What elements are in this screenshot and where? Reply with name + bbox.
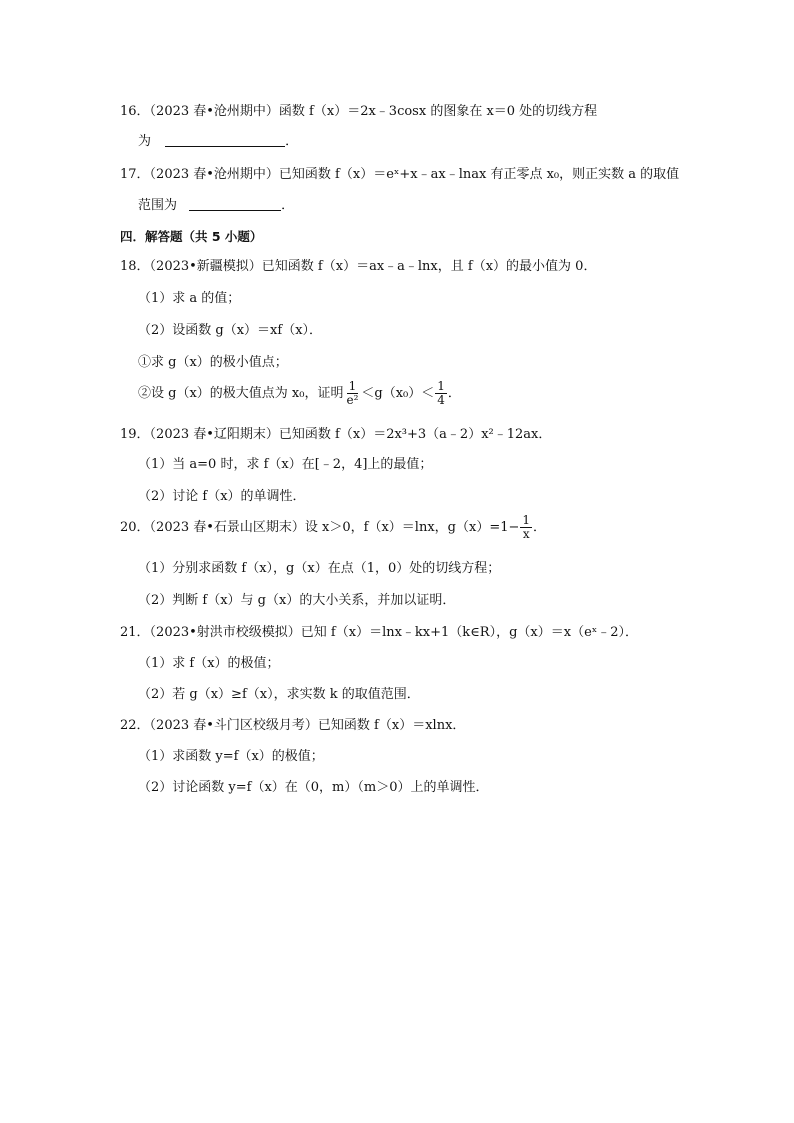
frac-num: 1 bbox=[522, 513, 531, 527]
q21-part1: （1）求 f（x）的极值； bbox=[138, 656, 280, 671]
q20-stem bbox=[120, 514, 546, 542]
q17-period: ． bbox=[281, 198, 295, 213]
q18-part2: （2）设函数 g（x）＝xf（x）． bbox=[138, 323, 323, 338]
frac-den: x bbox=[522, 527, 530, 541]
q20-stem-end: ． bbox=[533, 520, 547, 535]
q19-part1: （1）当 a=0 时，求 f（x）在[﹣2，4]上的最值； bbox=[138, 457, 433, 472]
q18-part1: （1）求 a 的值； bbox=[138, 291, 241, 306]
fraction-1-over-x bbox=[520, 514, 532, 541]
q18-stem: 18．（2023•新疆模拟）已知函数 f（x）＝ax﹣a﹣lnx，且 f（x）的最小值为 0． bbox=[120, 259, 597, 274]
q17-line2-text: 范围为 bbox=[138, 198, 178, 213]
q19-stem: 19．（2023 春•辽阳期末）已知函数 f（x）＝2x³+3（a﹣2）x²﹣12ax． bbox=[120, 427, 552, 442]
frac-den: e² bbox=[346, 393, 359, 407]
q18-part2b-end: ． bbox=[447, 386, 461, 401]
q18-part2b bbox=[138, 380, 461, 408]
q18-part2a: ①求 g（x）的极小值点； bbox=[138, 355, 288, 370]
q22-part1: （1）求函数 y=f（x）的极值； bbox=[138, 749, 324, 764]
q21-part2: （2）若 g（x）≥f（x），求实数 k 的取值范围． bbox=[138, 687, 420, 702]
section-title: 四．解答题（共 5 小题） bbox=[120, 229, 263, 244]
q20-part1: （1）分别求函数 f（x），g（x）在点（1，0）处的切线方程； bbox=[138, 561, 501, 576]
answer-blank-16 bbox=[165, 133, 285, 147]
q16-line2 bbox=[138, 133, 298, 151]
frac-den: 4 bbox=[437, 393, 445, 407]
q22-stem: 22．（2023 春•斗门区校级月考）已知函数 f（x）＝xlnx． bbox=[120, 718, 466, 733]
q21-stem: 21．（2023•射洪市校级模拟）已知 f（x）＝lnx﹣kx+1（k∈R），g（x）＝x（eˣ﹣2）． bbox=[120, 625, 639, 640]
q18-part2b-text: ②设 g（x）的极大值点为 x₀，证明 bbox=[138, 386, 344, 401]
q16-line1: 16．（2023 春•沧州期中）函数 f（x）＝2x﹣3cosx 的图象在 x＝0 处的切线方程 bbox=[120, 104, 598, 119]
q19-part2: （2）讨论 f（x）的单调性． bbox=[138, 489, 306, 504]
answer-blank-17 bbox=[189, 197, 281, 211]
q22-part2: （2）讨论函数 y=f（x）在（0，m）（m＞0）上的单调性． bbox=[138, 780, 489, 795]
q17-line1: 17．（2023 春•沧州期中）已知函数 f（x）＝eˣ+x﹣ax﹣lnax 有正零点 x₀，则正实数 a 的取值 bbox=[120, 167, 680, 182]
fraction-1-over-e-squared bbox=[344, 380, 360, 407]
q16-line2-text: 为 bbox=[138, 134, 152, 149]
fraction-1-over-4 bbox=[435, 380, 447, 407]
q17-line2 bbox=[138, 197, 294, 215]
q16-period: ． bbox=[285, 134, 299, 149]
q20-part2: （2）判断 f（x）与 g（x）的大小关系，并加以证明． bbox=[138, 593, 456, 608]
q20-stem-text: 20．（2023 春•石景山区期末）设 x＞0，f（x）＝lnx，g（x）=1− bbox=[120, 520, 520, 535]
frac-num: 1 bbox=[437, 379, 445, 393]
q18-part2b-mid: ＜g（x₀）＜ bbox=[361, 386, 435, 401]
frac-num: 1 bbox=[348, 379, 357, 393]
